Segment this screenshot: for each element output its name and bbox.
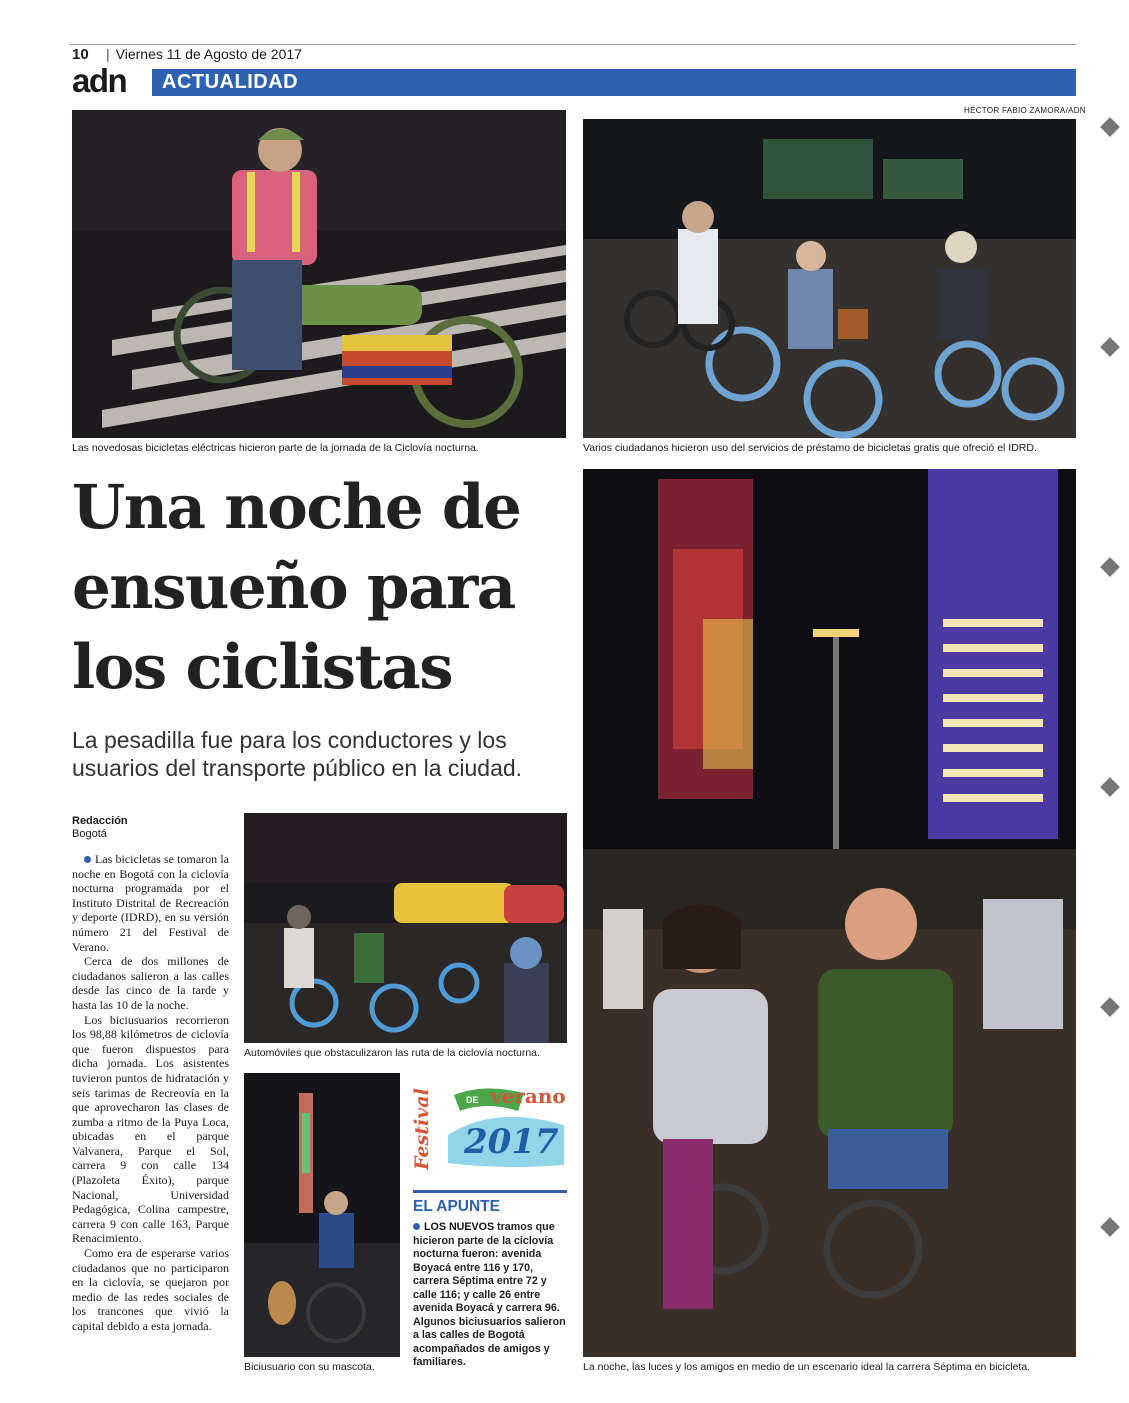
apunte-title: EL APUNTE [413,1198,500,1215]
photo-cars-blocking [244,813,567,1043]
registration-mark [1100,557,1120,577]
caption-photo1: Las novedosas bicicletas eléctricas hicieron parte de la jornada de la Ciclovía nocturna. [72,442,479,454]
festival-verano-logo [411,1075,567,1175]
page-number: 10 [72,46,89,63]
registration-mark [1100,777,1120,797]
article-paragraph: Cerca de dos millones de ciudadanos salieron a las calles desde las cinco de la tarde y hasta las 10 de la noche. [72,954,229,1012]
apunte-lead: LOS NUEVOS [424,1221,495,1233]
festival-year: 2017 [464,1122,559,1162]
bullet-dot-icon [413,1223,420,1230]
apunte-body [413,1221,567,1370]
byline-name: Redacción [72,815,128,827]
caption-photo5: La noche, las luces y los amigos en medio de un escenario ideal la carrera Séptima en bicicleta. [583,1361,1031,1373]
subheadline: La pesadilla fue para los conductores y los usuarios del transporte público en la ciudad. [72,727,523,781]
headline: Una noche de ensueño para los ciclistas [72,472,521,703]
issue-date: | Viernes 11 de Agosto de 2017 [106,46,302,62]
top-rule [70,44,1076,45]
article-paragraph: Las bicicletas se tomaron la noche en Bogotá con la ciclovía nocturna programada por el Instituto Distrital de Recreación y deporte (IDRD), en su versión número 21 del Festival de Verano. [72,852,229,954]
photo-electric-bicycle [72,110,566,438]
festival-de: DE [466,1095,479,1105]
photo-cyclist-with-pet [244,1073,400,1357]
apunte-text: tramos que hicieron parte de la ciclovía nocturna fueron: avenida Boyacá entre 116 y 170, carrera Séptima entre 72 y calle 116; y calle 26 entre avenida Boyacá y carrera 96. Algunos biciusuarios salieron a las calles de Bogotá acompañados de amigos y familiares. [413,1221,566,1368]
photo-credit: HÉCTOR FABIO ZAMORA/ADN [964,106,1086,115]
caption-photo2: Varios ciudadanos hicieron uso del servicios de préstamo de bicicletas gratis que ofreció el IDRD. [583,442,1037,454]
registration-mark [1100,997,1120,1017]
photo-carrera-septima [583,469,1076,1357]
article-paragraph: Como era de esperarse varios ciudadanos que no participaron en la ciclovía, se quejaron por medio de las redes sociales de los trancones que vivió la capital debido a esta jornada. [72,1246,229,1333]
caption-photo3: Automóviles que obstaculizaron las ruta de la ciclovía nocturna. [244,1047,540,1059]
festival-word: Festival [411,1088,433,1170]
article-body [72,852,229,1334]
photo-bike-sharing [583,119,1076,438]
registration-mark [1100,1217,1120,1237]
adn-logo: adn [72,62,127,99]
registration-mark [1100,337,1120,357]
bullet-dot-icon [84,856,91,863]
section-label: ACTUALIDAD [162,71,299,93]
byline-place: Bogotá [72,828,107,840]
caption-photo4: Biciusuario con su mascota. [244,1361,375,1373]
apunte-rule [413,1190,567,1193]
article-paragraph: Los biciusuarios recorrieron los 98,88 kilómetros de ciclovía que fueron dispuestos para dicha jornada. Los asistentes tuvieron puntos de hidratación y seis tarimas de Recreovía en la que aprovecharon las clases de zumba a ritmo de la Puya Loca, ubicadas en el parque Valvanera, Parque el Sol, carrera 9 con calle 134 (Plazoleta Éxito), parque Nacional, Universidad Pedagógica, Colina campestre, carrera 9 con calle 163, Parque Renacimiento. [72,1012,229,1246]
byline [72,815,128,841]
festival-verano: verano [490,1084,566,1108]
registration-mark [1100,117,1120,137]
